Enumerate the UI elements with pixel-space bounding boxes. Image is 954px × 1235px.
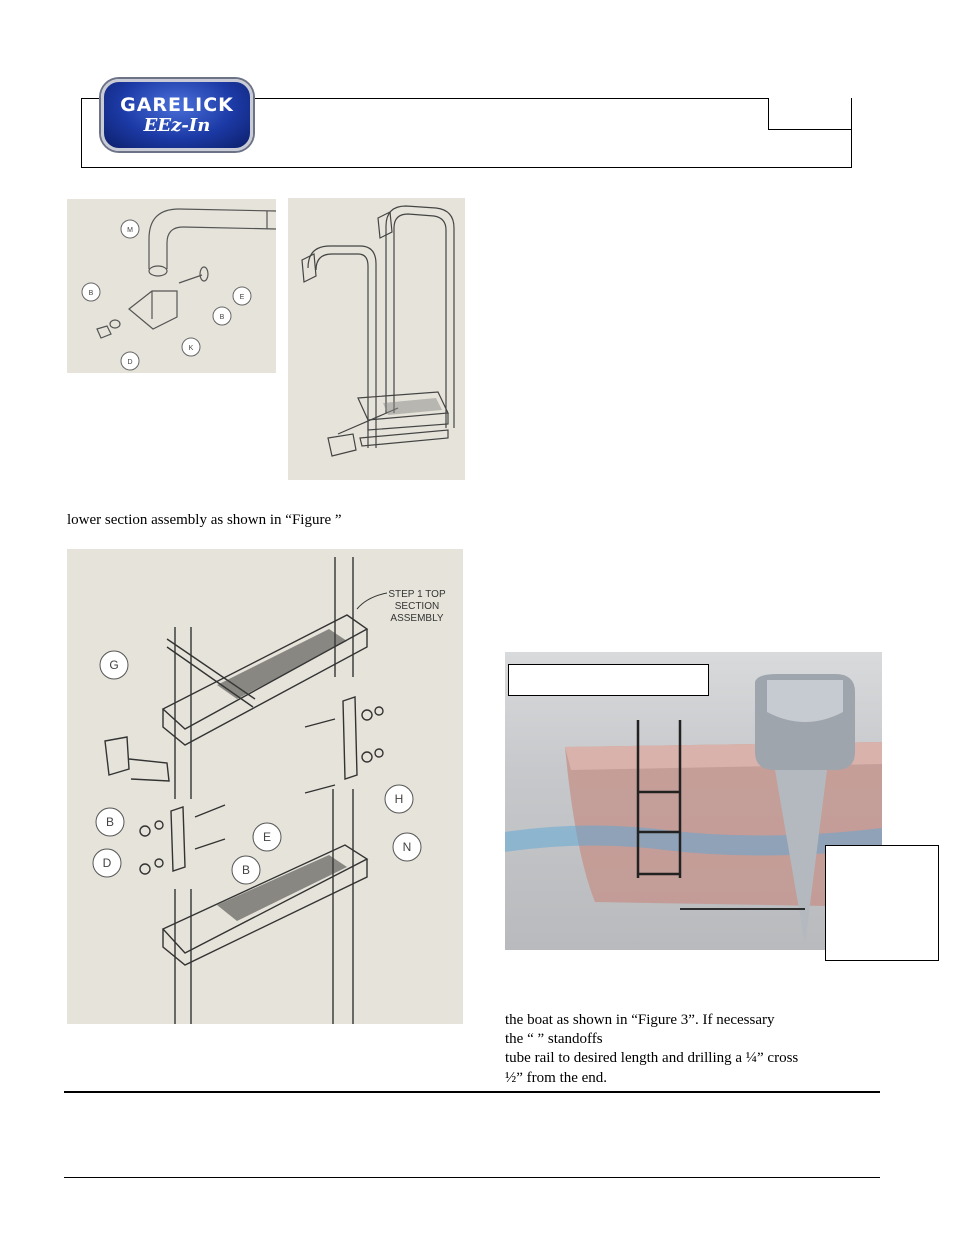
render-label-box	[508, 664, 709, 696]
step-note-line: STEP 1 TOP	[388, 589, 446, 600]
callout-label: B	[241, 863, 251, 877]
right-text-line-3: tube rail to desired length and drilling a ¼” cross	[505, 1050, 799, 1066]
callout-label: E	[239, 294, 245, 301]
hardware-detail-drawing	[67, 199, 276, 373]
step-note-line: SECTION	[394, 601, 440, 612]
figure-exploded-assembly	[67, 549, 463, 1024]
logo-text-product: EEz-In	[143, 115, 211, 136]
right-text-line-1: the boat as shown in “Figure 3”. If necessary	[505, 1012, 775, 1028]
right-text-line-4: ½” from the end.	[505, 1070, 608, 1086]
callout-label: H	[394, 792, 404, 806]
exploded-assembly-drawing	[67, 549, 463, 1024]
figure-top-section	[288, 198, 465, 480]
callout-label: B	[219, 314, 225, 321]
callout-label: K	[188, 345, 194, 352]
callout-label: G	[109, 658, 119, 672]
callout-label: M	[127, 227, 133, 234]
callout-label: N	[402, 840, 412, 854]
footer-rule-bottom	[64, 1177, 880, 1178]
left-caption-text: lower section assembly as shown in “Figure ”	[67, 512, 342, 528]
garelick-logo	[101, 79, 253, 151]
logo-text-brand: GARELICK	[120, 94, 234, 116]
header-tab-box	[768, 98, 852, 130]
callout-label: E	[262, 830, 272, 844]
figure-hardware-detail	[67, 199, 276, 373]
callout-label: D	[127, 359, 133, 366]
step-note-line: ASSEMBLY	[390, 613, 444, 624]
right-text-line-2: the “ ” standoffs	[505, 1031, 603, 1047]
footer-rule-top	[64, 1091, 880, 1093]
callout-label: B	[105, 815, 115, 829]
render-callout-box	[825, 845, 939, 961]
top-section-drawing	[288, 198, 465, 480]
callout-label: B	[88, 290, 94, 297]
callout-label: D	[102, 856, 112, 870]
